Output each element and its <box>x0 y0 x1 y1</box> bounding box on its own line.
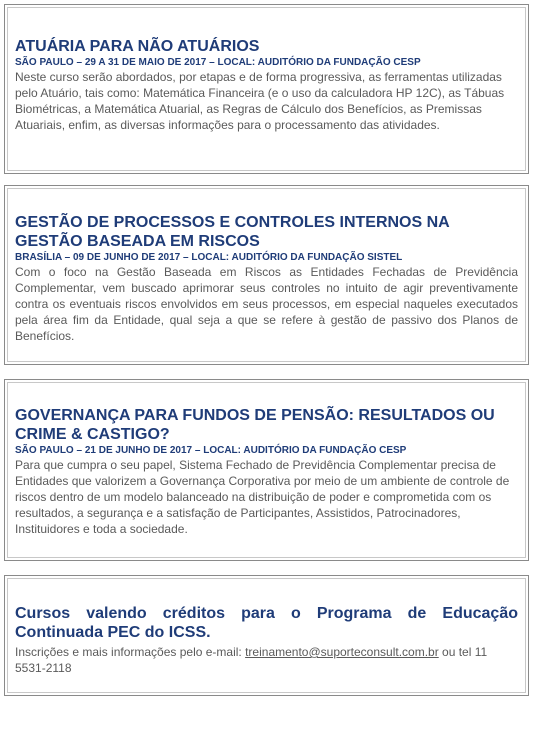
course-meta: SÃO PAULO – 21 DE JUNHO DE 2017 – LOCAL: AUDITÓRIO DA FUNDAÇÃO CESP <box>15 445 407 456</box>
course-title: GOVERNANÇA PARA FUNDOS DE PENSÃO: RESULTADOS OU CRIME & CASTIGO? <box>15 407 495 443</box>
course-card-1 <box>4 4 529 174</box>
course-card-2 <box>4 185 529 365</box>
pec-credits-box <box>4 575 529 696</box>
course-description: Para que cumpra o seu papel, Sistema Fechado de Previdência Complementar precisa de Entidades que valorizem a Governança Corporativa por meio de um ambiente de controle de riscos dentro de um modelo balanceado na distribuição de poder e comprometida com os resultados, a segurança e a satisfação de Participantes, Assistidos, Patrocinadores, Instituidores e toda a sociedade. <box>15 458 510 536</box>
contact-prefix: Inscrições e mais informações pelo e-mail: <box>15 645 246 659</box>
course-title: ATUÁRIA PARA NÃO ATUÁRIOS <box>15 38 260 55</box>
contact-info <box>15 644 518 676</box>
contact-suffix: ou tel 11 5531-2118 <box>15 645 488 675</box>
pec-credits-heading: Cursos valendo créditos para o Programa de Educação Continuada PEC do ICSS. <box>15 605 518 641</box>
course-title: GESTÃO DE PROCESSOS E CONTROLES INTERNOS NA GESTÃO BASEADA EM RISCOS <box>15 214 450 250</box>
course-description: Neste curso serão abordados, por etapas e de forma progressiva, as ferramentas utilizadas pelo Atuário, tais como: Matemática Financeira (e o uso da calculadora HP 12C), as Tábuas Biométricas, a Matemática Atuarial, as Regras de Cálculo dos Benefícios, as Premissas Atuariais, enfim, as diversas informações para o processamento das atividades. <box>15 70 505 132</box>
course-meta: BRASÍLIA – 09 DE JUNHO DE 2017 – LOCAL: AUDITÓRIO DA FUNDAÇÃO SISTEL <box>15 252 403 263</box>
course-description: Com o foco na Gestão Baseada em Riscos as Entidades Fechadas de Previdência Complementar, vem buscado aprimorar seus controles no intuito de agir preventivamente contra os eventuais riscos envolvidos em seus processos, em especial naqueles executados pela área fim da Entidade, qual seja a que se refere à gestão de passivo dos Planos de Benefícios. <box>15 265 518 343</box>
course-card-3 <box>4 379 529 561</box>
course-meta: SÃO PAULO – 29 A 31 DE MAIO DE 2017 – LOCAL: AUDITÓRIO DA FUNDAÇÃO CESP <box>15 57 421 68</box>
email-link[interactable]: treinamento@suporteconsult.com.br <box>245 645 439 659</box>
